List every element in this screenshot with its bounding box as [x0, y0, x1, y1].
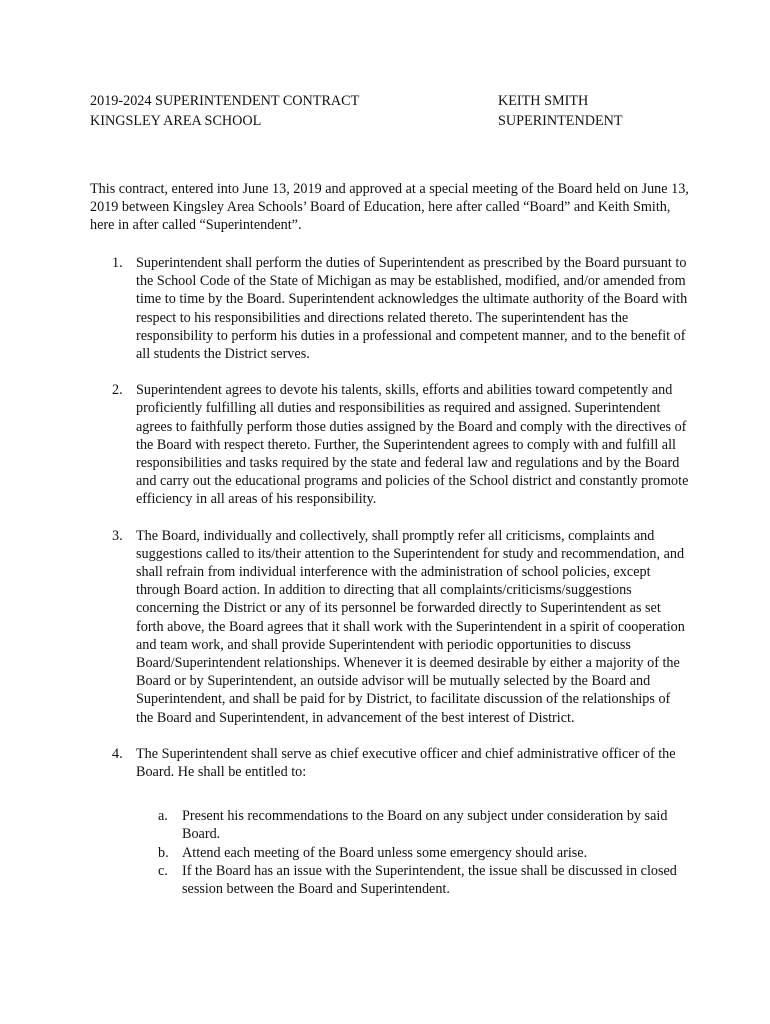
sub-item-text: Attend each meeting of the Board unless some emergency should arise. — [182, 844, 588, 861]
numbered-clause-list — [90, 254, 690, 916]
clause-item — [90, 745, 690, 898]
clause-item — [90, 254, 690, 363]
clause-text: The Board, individually and collectively, shall promptly refer all criticisms, complaints and suggestions called to its/their attention to the Superintendent for study and recommendation, and shall refrain from individual interference with the administration of school policies, except through Board action. In addition to directing that all complaints/criticisms/suggestions concerning the District or any of its personnel be forwarded directly to Superintendent as set forth above, the Board agrees that it shall work with the Superintendent in a spirit of cooperation and team work, and shall provide Superintendent with periodic opportunities to discuss Board/Superintendent relationships. Whenever it is deemed desirable by either a majority of the Board or by Superintendent, an outside advisor will be mutually selected by the Board and Superintendent, and shall be paid for by District, to facilitate discussion of the relationships of the Board and Superintendent, in advancement of the best interest of District. — [136, 527, 685, 726]
header-person-info — [498, 91, 623, 131]
superintendent-name: KEITH SMITH — [498, 93, 589, 109]
sub-item-text: If the Board has an issue with the Superintendent, the issue shall be discussed in closed session between the Board and Superintendent. — [182, 862, 677, 898]
clause-text: Superintendent agrees to devote his talents, skills, efforts and abilities toward competently and proficiently fulfilling all duties and responsibilities as required and assigned. Superintendent agrees to faithfully perform those duties assigned by the Board and comply with the directives of the Board with respect thereto. Further, the Superintendent agrees to comply with and fulfill all responsibilities and tasks required by the state and federal law and regulations and by the Board and carry out the educational programs and policies of the School district and constantly promote efficiency in all areas of his responsibility. — [136, 382, 689, 508]
clause-number: 4. — [112, 745, 123, 762]
clause-text: Superintendent shall perform the duties of Superintendent as prescribed by the Board pursuant to the School Code of the State of Michigan as may be established, modified, and/or amended from time to time by the Board. Superintendent acknowledges the ultimate authority of the Board with respect to his responsibilities and directions related thereto. The superintendent has the responsibility to perform his duties in a professional and competent manner, and to the benefit of all students the District serves. — [136, 255, 688, 363]
sub-item-letter: c. — [158, 862, 168, 879]
sub-item-text: Present his recommendations to the Board on any subject under consideration by said Board. — [182, 808, 668, 843]
clause-item — [90, 381, 690, 508]
clause-sublist — [136, 807, 690, 898]
header-contract-info — [90, 91, 359, 131]
contract-title: 2019-2024 SUPERINTENDENT CONTRACT — [90, 93, 360, 109]
clause-text: The Superintendent shall serve as chief executive officer and chief administrative officer of the Board. He shall be entitled to: — [136, 745, 676, 781]
clause-item — [90, 527, 690, 727]
intro-paragraph: This contract, entered into June 13, 2019 and approved at a special meeting of the Board held on June 13, 2019 between Kingsley Area Schools’ Board of Education, here after called “Board” and Keith Smith, here in after called “Superintendent”. — [90, 181, 689, 234]
sub-item — [136, 807, 690, 843]
sub-item-letter: a. — [158, 808, 168, 825]
clause-number: 1. — [112, 255, 123, 271]
superintendent-role: SUPERINTENDENT — [498, 113, 623, 129]
sub-item — [136, 862, 690, 898]
clause-number: 3. — [112, 527, 123, 544]
clause-number: 2. — [112, 382, 123, 399]
sub-item-letter: b. — [158, 844, 169, 861]
sub-item — [136, 844, 690, 862]
school-name: KINGSLEY AREA SCHOOL — [90, 113, 262, 129]
